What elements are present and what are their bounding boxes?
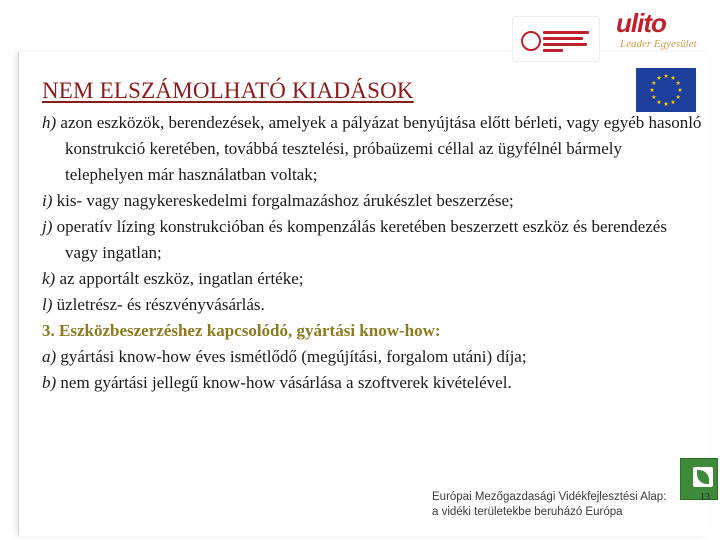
list-item xyxy=(42,370,702,396)
item-text: az apportált eszköz, ingatlan értéke; xyxy=(55,269,304,288)
item-letter: k) xyxy=(42,269,56,288)
ulito-logo-text: ulito xyxy=(616,8,666,38)
item-text: azon eszközök, berendezések, amelyek a pályázat benyújtása előtt bérleti, vagy egyéb hasonló konstrukció keretében, továbbá tesztelési, próbaüzemi céllal az ügyfélnél bármely telephelyen már használatban voltak; xyxy=(56,113,702,184)
list-item xyxy=(42,292,702,318)
slide-content xyxy=(42,110,702,396)
list-item xyxy=(42,344,702,370)
fund-line-1: Európai Mezőgazdasági Vidékfejlesztési Alap: xyxy=(432,491,667,503)
item-letter: h) xyxy=(42,113,57,132)
eu-flag-icon xyxy=(636,68,696,112)
ulito-leader-logo xyxy=(614,10,700,52)
item-text: gyártási know-how éves ismétlődő (megújítási, forgalom utáni) díja; xyxy=(56,347,527,366)
fund-line-2: a vidéki területekbe beruházó Európa xyxy=(432,506,623,518)
item-letter: j) xyxy=(42,217,53,236)
page-number: 13 xyxy=(700,492,710,503)
item-letter: i) xyxy=(42,191,53,210)
list-item xyxy=(42,214,702,266)
hungary-emblem-icon xyxy=(521,31,541,51)
item-text: üzletrész- és részvényvásárlás. xyxy=(52,295,265,314)
logo-line xyxy=(543,37,583,40)
ulito-logo-subtitle: Leader Egyesület xyxy=(620,38,697,50)
section-heading: 3. Eszközbeszerzéshez kapcsolódó, gyártási know-how: xyxy=(42,321,441,340)
item-letter: a) xyxy=(42,347,57,366)
slide-title: NEM ELSZÁMOLHATÓ KIADÁSOK xyxy=(42,78,414,103)
item-letter: b) xyxy=(42,373,57,392)
item-text: nem gyártási jellegű know-how vásárlása a szoftverek kivételével. xyxy=(56,373,512,392)
uj-magyarorszag-logo xyxy=(512,16,600,62)
leader-logo-icon xyxy=(680,458,718,500)
logo-line xyxy=(543,43,587,46)
item-letter: l) xyxy=(42,295,53,314)
logo-line xyxy=(543,31,589,34)
item-text: kis- vagy nagykereskedelmi forgalmazáshoz árukészlet beszerzése; xyxy=(52,191,514,210)
logo-line xyxy=(543,49,563,52)
item-text: operatív lízing konstrukcióban és kompenzálás keretében beszerzett eszköz és berendezés vagy ingatlan; xyxy=(52,217,667,262)
list-item xyxy=(42,188,702,214)
list-item xyxy=(42,266,702,292)
list-item xyxy=(42,110,702,188)
eafrd-fund-label xyxy=(432,490,666,520)
